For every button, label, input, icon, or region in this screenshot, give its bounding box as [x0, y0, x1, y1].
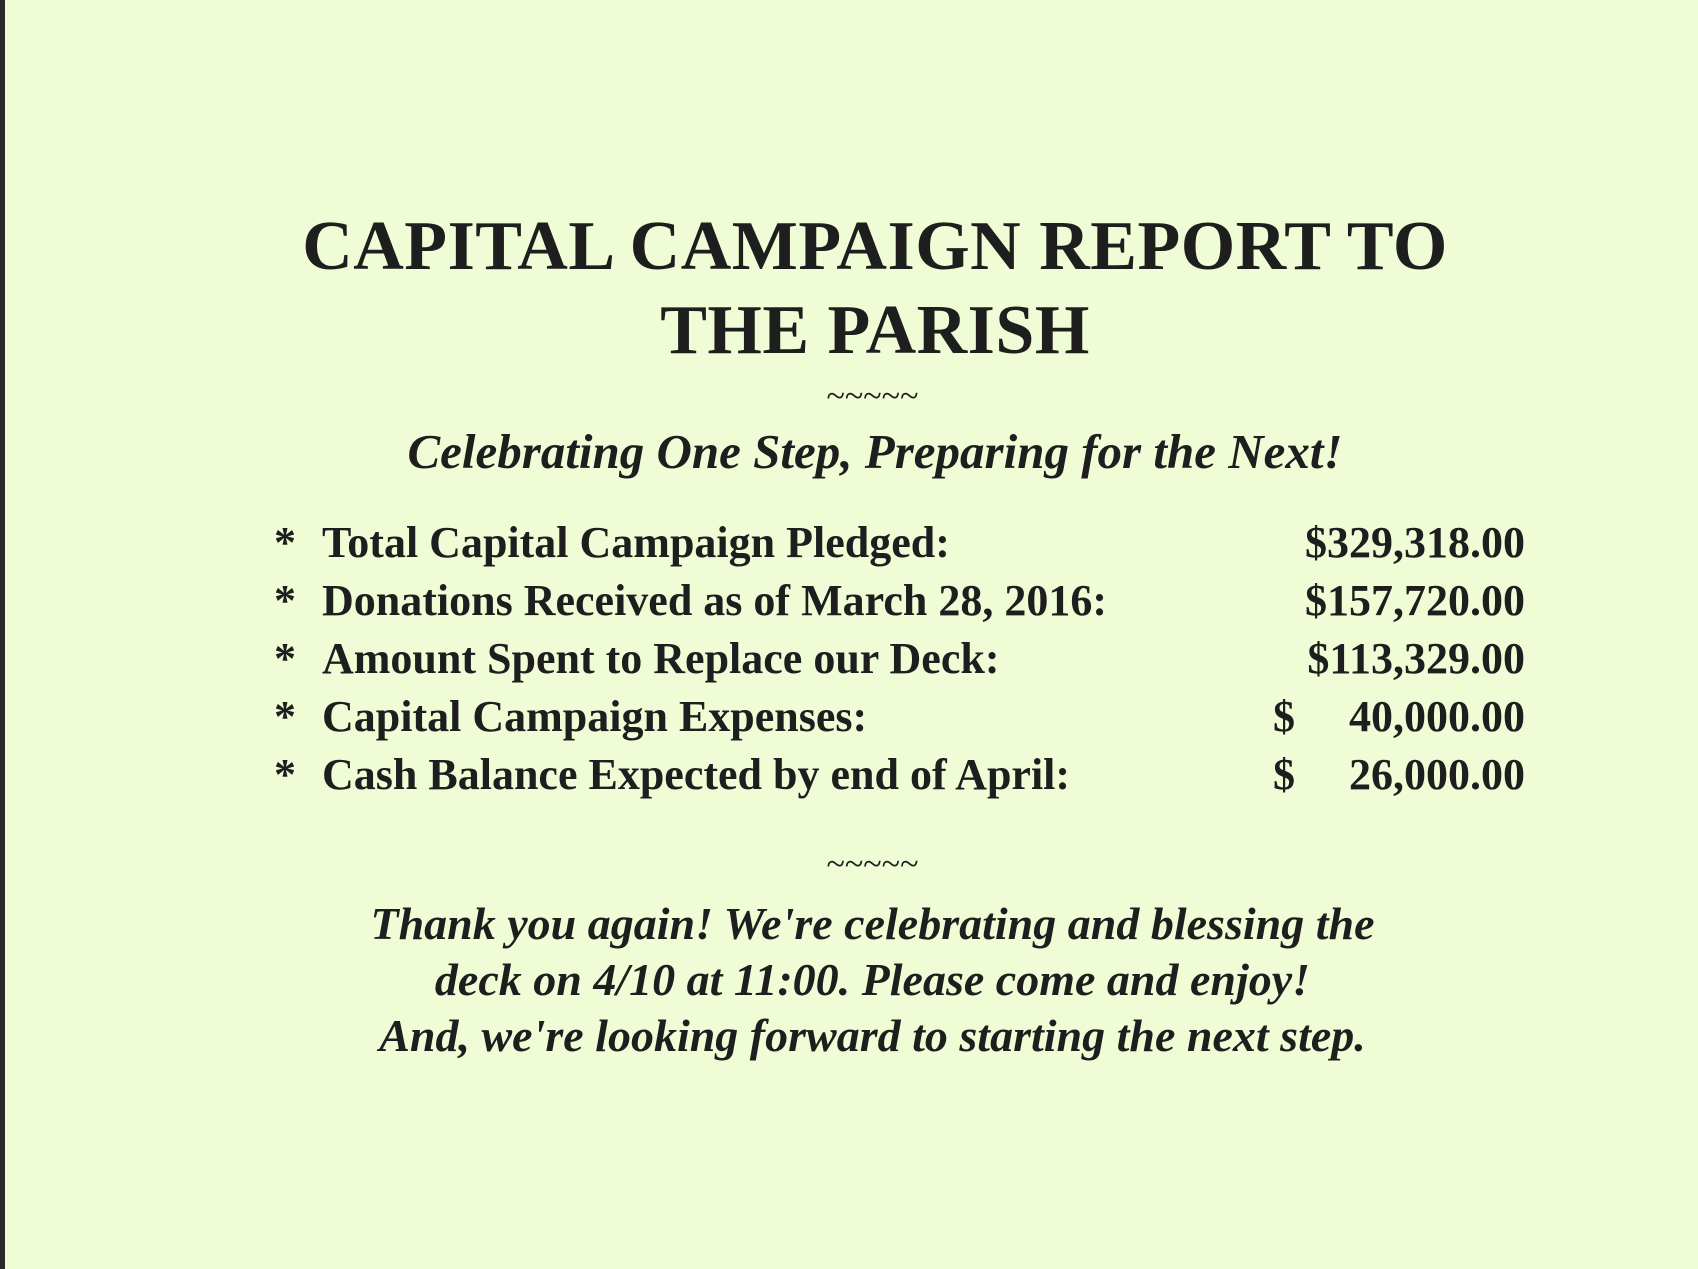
- list-item: [270, 630, 1530, 688]
- list-item: [270, 746, 1530, 804]
- item-amount: [1273, 572, 1525, 630]
- amount-value: $157,720.00: [1305, 576, 1525, 625]
- bullet-asterisk: *: [274, 750, 296, 799]
- amount-value: $113,329.00: [1307, 634, 1525, 683]
- bullet-asterisk: *: [274, 634, 296, 683]
- closing-message: [5, 896, 1698, 1064]
- closing-line-2: deck on 4/10 at 11:00. Please come and enjoy!: [434, 954, 1311, 1005]
- item-label: Amount Spent to Replace our Deck:: [322, 634, 1000, 683]
- closing-line-1: Thank you again! We're celebrating and blessing the: [370, 898, 1375, 949]
- amount-value: 40,000.00: [1349, 692, 1525, 741]
- item-amount: [1273, 688, 1525, 746]
- currency-sign: $: [1273, 750, 1295, 799]
- list-item: [270, 688, 1530, 746]
- title-line-1: CAPITAL CAMPAIGN REPORT TO: [302, 208, 1448, 285]
- item-amount: [1273, 630, 1525, 688]
- title-line-2: THE PARISH: [660, 292, 1090, 369]
- amount-value: 26,000.00: [1349, 750, 1525, 799]
- bullet-asterisk: *: [274, 576, 296, 625]
- closing-line-3: And, we're looking forward to starting the next step.: [379, 1010, 1366, 1061]
- divider-bottom: ~~~~~: [826, 846, 919, 883]
- item-label: Capital Campaign Expenses:: [322, 692, 868, 741]
- item-amount: [1273, 514, 1525, 572]
- page-title: [5, 205, 1698, 373]
- report-page: [5, 0, 1698, 1269]
- bullet-asterisk: *: [274, 692, 296, 741]
- item-label: Cash Balance Expected by end of April:: [322, 750, 1071, 799]
- currency-sign: $: [1273, 692, 1295, 741]
- item-label: Donations Received as of March 28, 2016:: [322, 576, 1107, 625]
- item-amount: [1273, 746, 1525, 804]
- list-item: [270, 514, 1530, 572]
- item-label: Total Capital Campaign Pledged:: [322, 518, 950, 567]
- amount-value: $329,318.00: [1305, 518, 1525, 567]
- financial-list: [270, 514, 1530, 804]
- divider-top: ~~~~~: [826, 378, 919, 415]
- list-item: [270, 572, 1530, 630]
- bullet-asterisk: *: [274, 518, 296, 567]
- subtitle: Celebrating One Step, Preparing for the Next!: [407, 424, 1343, 479]
